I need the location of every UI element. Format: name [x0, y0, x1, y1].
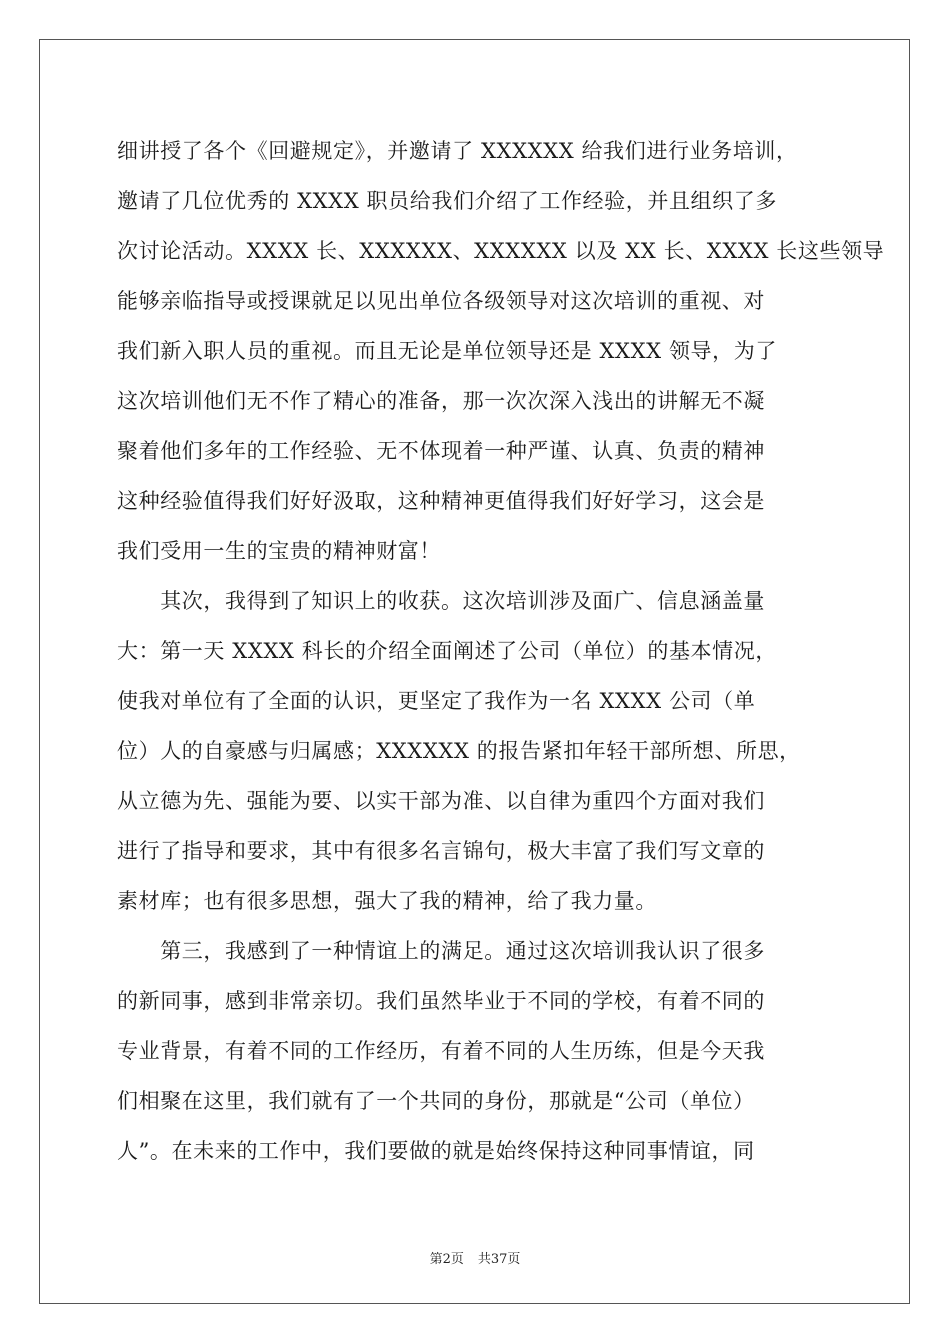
text-line: 位）人的自豪感与归属感；XXXXXX 的报告紧扣年轻干部所想、所思，: [117, 739, 801, 763]
document-body: [117, 126, 885, 1176]
text-line: 的新同事，感到非常亲切。我们虽然毕业于不同的学校，有着不同的: [117, 989, 765, 1013]
text-line: 次讨论活动。XXXX 长、XXXXXX、XXXXXX 以及 XX 长、XXXX 长这些领导: [117, 239, 885, 263]
text-line: 我们受用一生的宝贵的精神财富！: [117, 539, 441, 563]
text-line: 我们新入职人员的重视。而且无论是单位领导还是 XXXX 领导，为了: [117, 339, 777, 363]
text-line: 进行了指导和要求，其中有很多名言锦句，极大丰富了我们写文章的: [117, 839, 765, 863]
paragraph-start-line: 第三，我感到了一种情谊上的满足。通过这次培训我认识了很多: [117, 939, 765, 963]
text-line: 大：第一天 XXXX 科长的介绍全面阐述了公司（单位）的基本情况，: [117, 639, 777, 663]
page-total: 共37页: [477, 1252, 521, 1267]
text-line: 从立德为先、强能为要、以实干部为准、以自律为重四个方面对我们: [117, 789, 765, 813]
text-line: 们相聚在这里，我们就有了一个共同的身份，那就是“公司（单位）: [117, 1089, 755, 1113]
page-number: 第2页: [429, 1252, 464, 1267]
page-footer: [0, 1248, 950, 1267]
paragraph-start-line: 其次，我得到了知识上的收获。这次培训涉及面广、信息涵盖量: [117, 589, 765, 613]
text-line: 素材库；也有很多思想，强大了我的精神，给了我力量。: [117, 889, 657, 913]
text-line: 能够亲临指导或授课就足以见出单位各级领导对这次培训的重视、对: [117, 289, 765, 313]
text-line: 人”。在未来的工作中，我们要做的就是始终保持这种同事情谊，同: [117, 1139, 755, 1163]
text-line: 这次培训他们无不作了精心的准备，那一次次深入浅出的讲解无不凝: [117, 389, 765, 413]
text-line: 细讲授了各个《回避规定》，并邀请了 XXXXXX 给我们进行业务培训，: [117, 139, 798, 163]
text-line: 这种经验值得我们好好汲取，这种精神更值得我们好好学习，这会是: [117, 489, 765, 513]
text-line: 使我对单位有了全面的认识，更坚定了我作为一名 XXXX 公司（单: [117, 689, 756, 713]
text-line: 专业背景，有着不同的工作经历，有着不同的人生历练，但是今天我: [117, 1039, 765, 1063]
text-line: 聚着他们多年的工作经验、无不体现着一种严谨、认真、负责的精神: [117, 439, 765, 463]
text-line: 邀请了几位优秀的 XXXX 职员给我们介绍了工作经验，并且组织了多: [117, 189, 777, 213]
